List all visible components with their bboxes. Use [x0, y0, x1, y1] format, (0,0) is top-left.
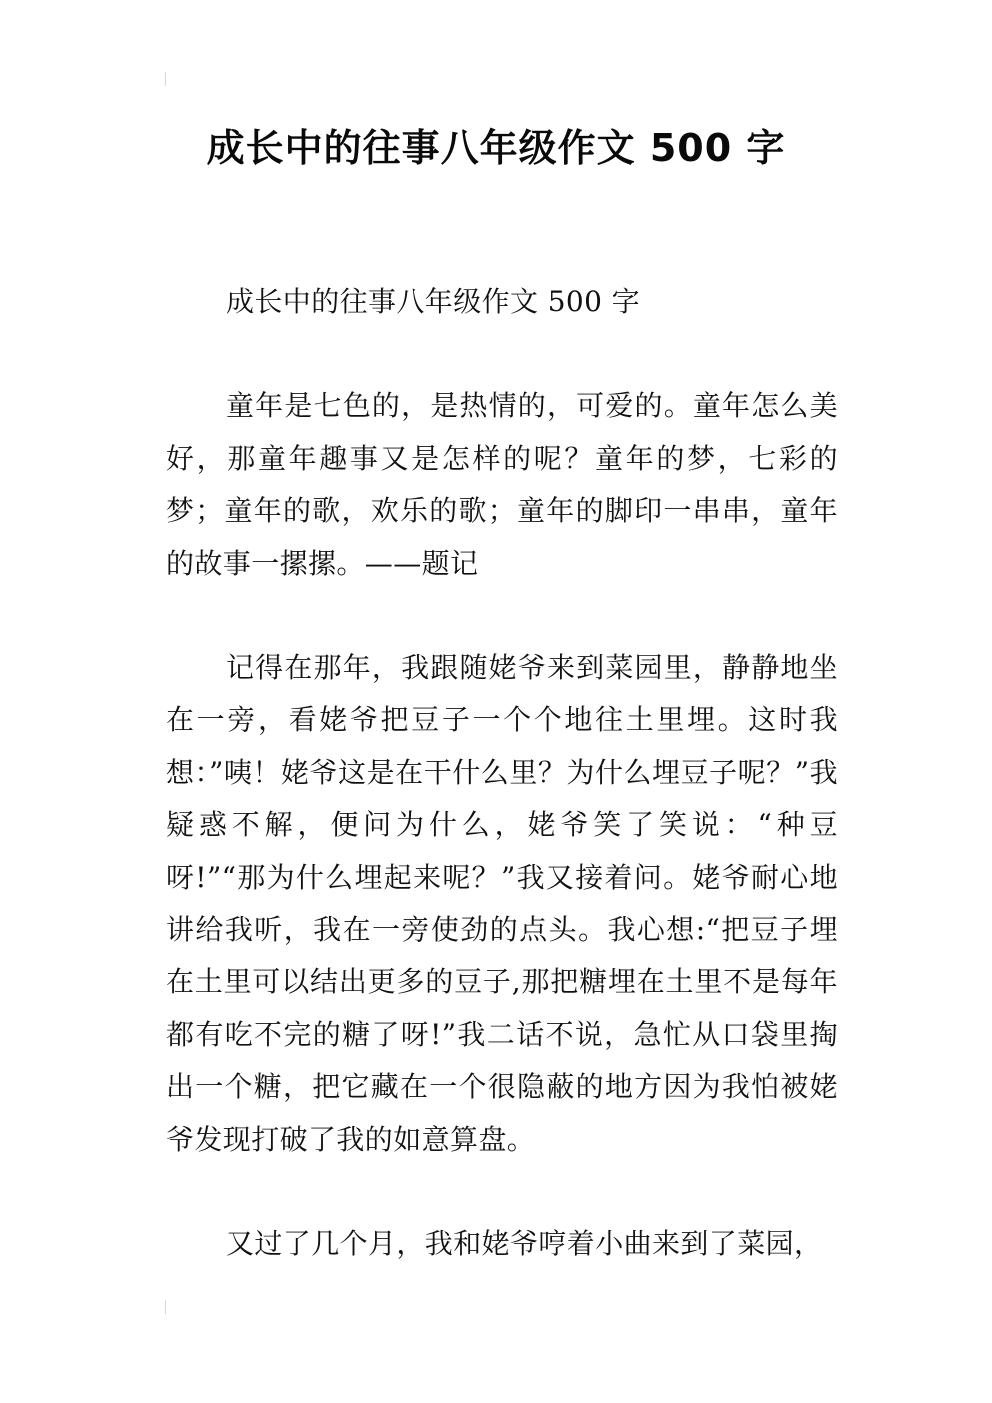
paragraph: 童年是七色的，是热情的，可爱的。童年怎么美好，那童年趣事又是怎样的呢？童年的梦，七彩的梦；童年的歌，欢乐的歌；童年的脚印一串串，童年的故事一摞摞。——题记: [166, 389, 838, 580]
document-title: 成长中的往事八年级作文 500 字: [206, 126, 786, 170]
body-subtitle: 成长中的往事八年级作文 500 字: [226, 285, 641, 318]
paragraph: 又过了几个月，我和姥爷哼着小曲来到了菜园，: [226, 1227, 823, 1261]
document-body: [166, 276, 838, 1271]
paragraph: 记得在那年，我跟随姥爷来到菜园里，静静地坐在一旁，看姥爷把豆子一个个地往土里埋。这时我想：”咦！姥爷这是在干什么里？为什么埋豆子呢？”我疑惑不解，便问为什么，姥爷笑了笑说：“种豆呀!”“那为什么埋起来呢？”我又接着问。姥爷耐心地讲给我听，我在一旁使劲的点头。我心想:“把豆子埋在土里可以结出更多的豆子,那把糖埋在土里不是每年都有吃不完的糖了呀!”我二话不说，急忙从口袋里掏出一个糖，把它藏在一个很隐蔽的地方因为我怕被姥爷发现打破了我的如意算盘。: [166, 651, 838, 1156]
page-corner-mark: [165, 72, 166, 86]
page-corner-mark: [165, 1300, 166, 1314]
